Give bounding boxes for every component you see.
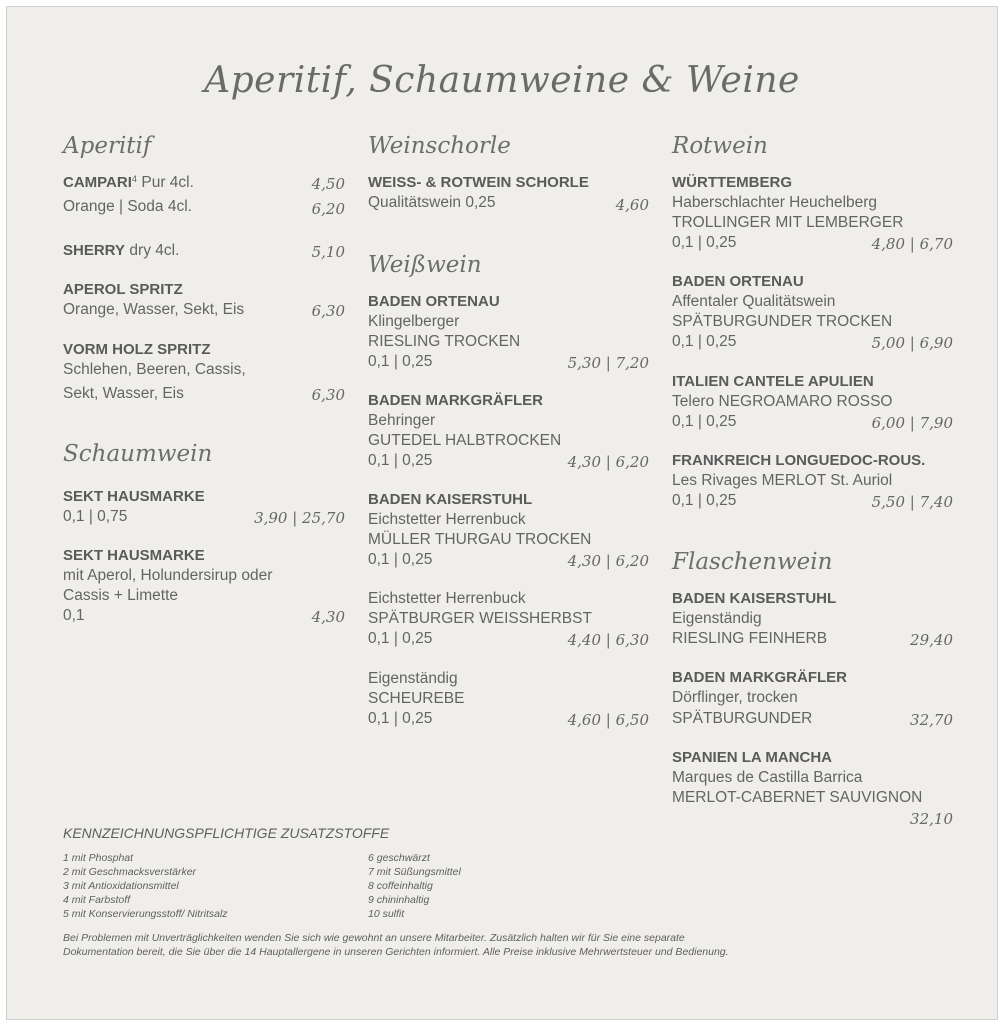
item-desc: Qualitätswein 0,25 bbox=[368, 194, 496, 211]
additive-item: 6 geschwärzt bbox=[368, 852, 430, 864]
item-desc: 0,1 | 0,75 bbox=[63, 508, 128, 525]
additive-item: 9 chininhaltig bbox=[368, 894, 430, 906]
item-name: CAMPARI bbox=[63, 174, 132, 191]
item-name: FRANKREICH LONGUEDOC-ROUS. bbox=[672, 452, 926, 469]
additives-list-left bbox=[63, 851, 228, 921]
item-desc: SPÄTBURGER WEISSHERBST bbox=[368, 610, 592, 627]
item-desc: dry 4cl. bbox=[129, 242, 180, 259]
item-price: 6,20 bbox=[311, 200, 345, 218]
item-desc: 0,1 | 0,25 bbox=[672, 333, 737, 350]
additive-item: 3 mit Antioxidationsmittel bbox=[63, 880, 179, 892]
item-price: 4,80 | 6,70 bbox=[871, 235, 953, 253]
section-title-rotwein: Rotwein bbox=[672, 133, 768, 159]
item-desc: 0,1 | 0,25 bbox=[672, 413, 737, 430]
item-name: SEKT HAUSMARKE bbox=[63, 488, 205, 505]
item-desc: Eichstetter Herrenbuck bbox=[368, 590, 526, 607]
item-desc: 0,1 | 0,25 bbox=[672, 234, 737, 251]
item-desc: 0,1 | 0,25 bbox=[368, 353, 433, 370]
item-desc: Cassis + Limette bbox=[63, 587, 179, 604]
item-price: 6,30 bbox=[311, 386, 345, 404]
item-price: 29,40 bbox=[910, 631, 953, 649]
item-price: 3,90 | 25,70 bbox=[254, 509, 345, 527]
item-price: 6,00 | 7,90 bbox=[871, 414, 953, 432]
item-desc: MÜLLER THURGAU TROCKEN bbox=[368, 531, 592, 548]
item-price: 4,30 bbox=[311, 608, 345, 626]
item-price: 32,70 bbox=[910, 711, 953, 729]
item-desc: Haberschlachter Heuchelberg bbox=[672, 194, 878, 211]
allergy-note-line: Dokumentation bereit, die Sie über die 14 Hauptallergene in unseren Gerichten informiert. Alle Preise inklusive Mehrwertsteuer und Bedienung. bbox=[63, 946, 729, 958]
item-name: BADEN KAISERSTUHL bbox=[672, 590, 837, 607]
item-desc: RIESLING TROCKEN bbox=[368, 333, 521, 350]
item-name: SHERRY bbox=[63, 242, 125, 259]
item-desc: Telero NEGROAMARO ROSSO bbox=[672, 393, 893, 410]
item-desc: Klingelberger bbox=[368, 313, 460, 330]
item-price: 5,00 | 6,90 bbox=[871, 334, 953, 352]
item-desc: mit Aperol, Holundersirup oder bbox=[63, 567, 273, 584]
item-desc: Sekt, Wasser, Eis bbox=[63, 385, 184, 402]
item-price: 5,10 bbox=[311, 243, 345, 261]
item-desc: Eigenständig bbox=[672, 610, 762, 627]
item-price: 4,30 | 6,20 bbox=[567, 453, 649, 471]
item-desc: 0,1 | 0,25 bbox=[368, 551, 433, 568]
item-name: BADEN ORTENAU bbox=[368, 293, 500, 310]
additive-item: 5 mit Konservierungsstoff/ Nitritsalz bbox=[63, 908, 228, 920]
additive-item: 4 mit Farbstoff bbox=[63, 894, 131, 906]
item-desc: Schlehen, Beeren, Cassis, bbox=[63, 361, 246, 378]
allergy-note-line: Bei Problemen mit Unverträglichkeiten wenden Sie sich wie gewohnt an unsere Mitarbeiter. Zusätzlich halten wir für Sie eine separate bbox=[63, 932, 685, 944]
item-desc: Eichstetter Herrenbuck bbox=[368, 511, 526, 528]
item-price: 4,60 bbox=[615, 196, 649, 214]
item-desc: Orange, Wasser, Sekt, Eis bbox=[63, 301, 245, 318]
item-desc: MERLOT-CABERNET SAUVIGNON bbox=[672, 789, 923, 806]
item-desc: Eigenständig bbox=[368, 670, 458, 687]
item-price: 4,30 | 6,20 bbox=[567, 552, 649, 570]
item-desc: Dörflinger, trocken bbox=[672, 689, 798, 706]
item-desc: 0,1 | 0,25 bbox=[368, 710, 433, 727]
menu-item-name bbox=[63, 242, 179, 260]
item-desc: 0,1 | 0,25 bbox=[368, 630, 433, 647]
item-desc: Marques de Castilla Barrica bbox=[672, 769, 863, 786]
item-desc: SPÄTBURGUNDER bbox=[672, 710, 813, 727]
item-name: BADEN KAISERSTUHL bbox=[368, 491, 533, 508]
additive-item: 1 mit Phosphat bbox=[63, 852, 134, 864]
item-name: SPANIEN LA MANCHA bbox=[672, 749, 832, 766]
item-name: BADEN MARKGRÄFLER bbox=[672, 669, 847, 686]
item-desc: Les Rivages MERLOT St. Auriol bbox=[672, 472, 893, 489]
additives-heading: KENNZEICHNUNGSPFLICHTIGE ZUSATZSTOFFE bbox=[63, 825, 390, 841]
item-desc: RIESLING FEINHERB bbox=[672, 630, 828, 647]
item-price: 6,30 bbox=[311, 302, 345, 320]
menu-item-name bbox=[63, 174, 194, 192]
item-price: 5,30 | 7,20 bbox=[567, 354, 649, 372]
item-desc: Behringer bbox=[368, 412, 436, 429]
item-desc: SPÄTBURGUNDER TROCKEN bbox=[672, 313, 893, 330]
item-desc: SCHEUREBE bbox=[368, 690, 465, 707]
item-price: 32,10 bbox=[910, 810, 953, 828]
additive-item: 7 mit Süßungsmittel bbox=[368, 866, 461, 878]
additive-item: 8 coffeinhaltig bbox=[368, 880, 433, 892]
item-price: 4,40 | 6,30 bbox=[567, 631, 649, 649]
item-name: APEROL SPRITZ bbox=[63, 281, 183, 298]
footnote-marker: 4 bbox=[131, 174, 137, 184]
section-title-weisswein: Weißwein bbox=[368, 252, 482, 278]
item-desc: Orange | Soda 4cl. bbox=[63, 198, 192, 215]
page-title: Aperitif, Schaumweine & Weine bbox=[204, 60, 800, 101]
item-name: VORM HOLZ SPRITZ bbox=[63, 341, 211, 358]
item-desc: Pur 4cl. bbox=[141, 174, 194, 191]
section-title-weinschorle: Weinschorle bbox=[368, 133, 511, 159]
section-title-schaumwein: Schaumwein bbox=[63, 441, 213, 467]
item-desc: 0,1 | 0,25 bbox=[368, 452, 433, 469]
item-price: 5,50 | 7,40 bbox=[871, 493, 953, 511]
section-title-aperitif: Aperitif bbox=[63, 133, 152, 159]
item-desc: 0,1 | 0,25 bbox=[672, 492, 737, 509]
item-desc: TROLLINGER MIT LEMBERGER bbox=[672, 214, 904, 231]
item-desc: GUTEDEL HALBTROCKEN bbox=[368, 432, 562, 449]
item-price: 4,50 bbox=[311, 175, 345, 193]
item-name: SEKT HAUSMARKE bbox=[63, 547, 205, 564]
item-name: WÜRTTEMBERG bbox=[672, 174, 792, 191]
additives-list-right bbox=[368, 851, 461, 921]
item-name: BADEN ORTENAU bbox=[672, 273, 804, 290]
item-name: BADEN MARKGRÄFLER bbox=[368, 392, 543, 409]
item-name: WEISS- & ROTWEIN SCHORLE bbox=[368, 174, 589, 191]
item-desc: 0,1 bbox=[63, 607, 85, 624]
item-name: ITALIEN CANTELE APULIEN bbox=[672, 373, 874, 390]
item-desc: Affentaler Qualitätswein bbox=[672, 293, 836, 310]
allergy-note bbox=[63, 931, 729, 959]
section-title-flaschenwein: Flaschenwein bbox=[672, 549, 833, 575]
additive-item: 2 mit Geschmacksverstärker bbox=[63, 866, 197, 878]
item-price: 4,60 | 6,50 bbox=[567, 711, 649, 729]
additive-item: 10 sulfit bbox=[368, 908, 405, 920]
